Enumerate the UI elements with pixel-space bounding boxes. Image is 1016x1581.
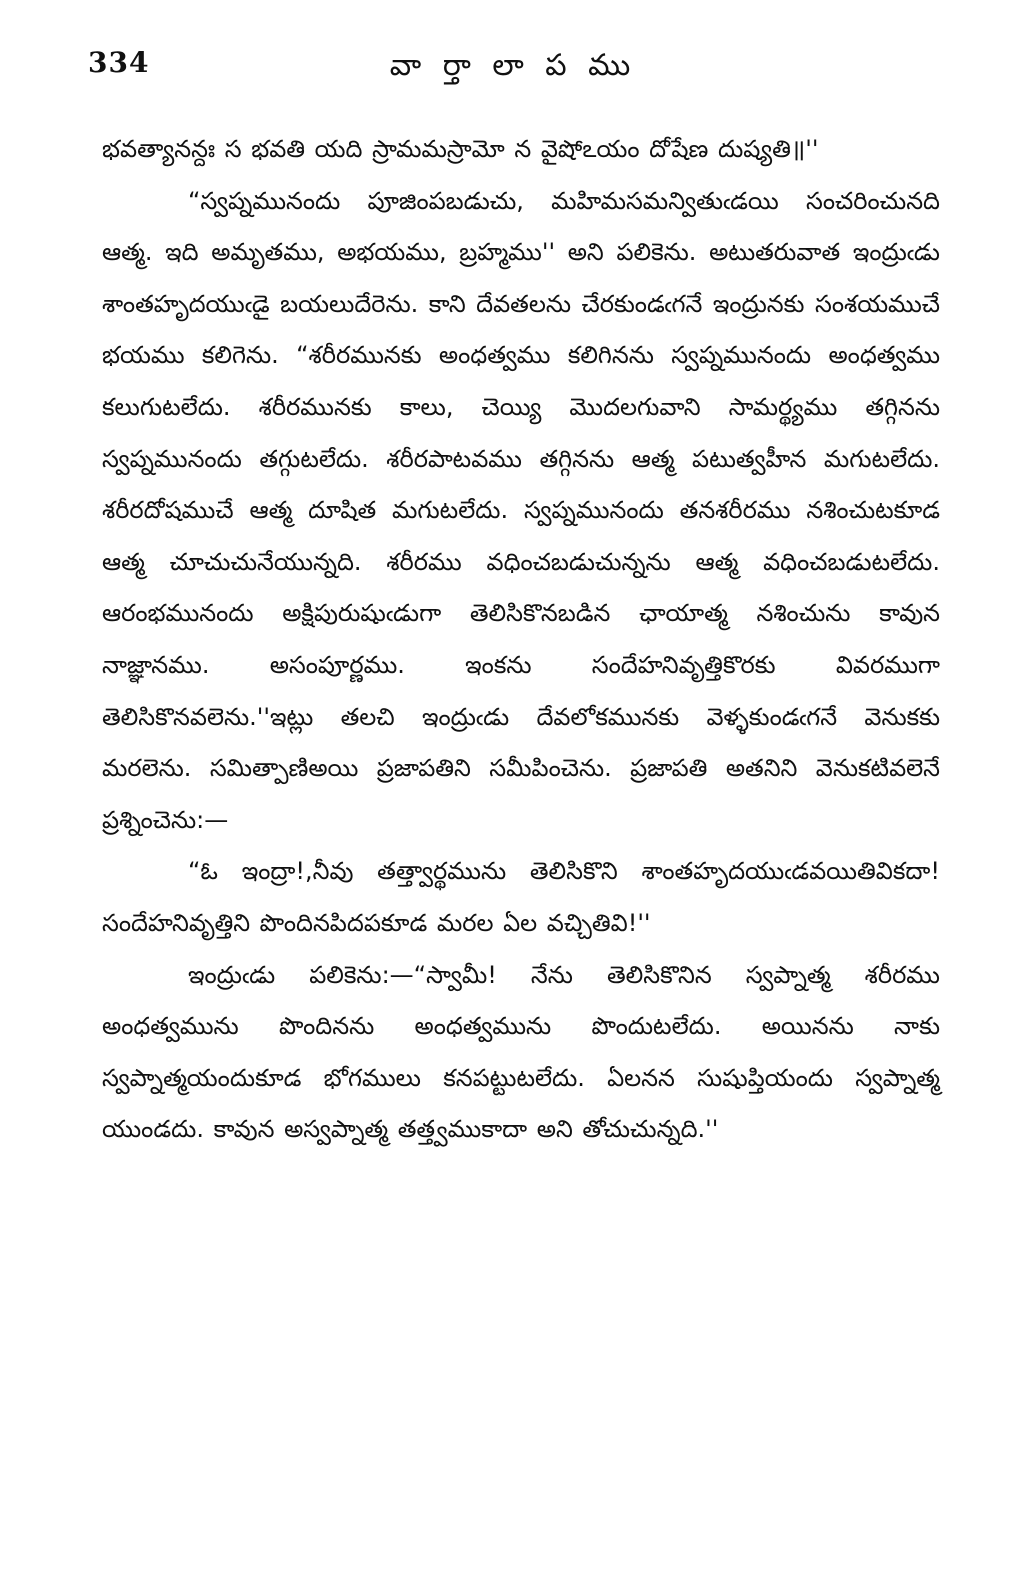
paragraph-indra-reply: ఇంద్రుఁడు పలికెను:—“స్వామీ! నేను తెలిసికొనిన స్వప్నాత్మ శరీరము అంధత్వమును పొందినను అంధత్వమును పొందుటలేదు. అయినను నాకు స్వప్నాత్మయందుకూడ భోగములు కనపట్టుటలేదు. ఏలనన సుషుప్తియందు స్వప్నాత్మ యుండదు. కావున అస్వప్నాత్మ తత్త్వముకాదా అని తోచుచున్నది.'' xyxy=(102,960,940,1144)
page-header xyxy=(88,44,938,94)
page-number: 334 xyxy=(88,46,150,79)
body-text xyxy=(102,124,940,1156)
paragraph-prajapati-answer: “స్వప్నమునందు పూజింపబడుచు, మహిమసమన్వితుఁడయి సంచరించునది ఆత్మ. ఇది అమృతము, అభయము, బ్రహ్మము'' అని పలికెను. అటుతరువాత ఇంద్రుఁడు శాంతహృదయుఁడై బయలుదేరెను. కాని దేవతలను చేరకుండఁగనే ఇంద్రునకు సంశయముచే భయము కలిగెను. “శరీరమునకు అంధత్వము కలిగినను స్వప్నమునందు అంధత్వము కలుగుటలేదు. శరీరమునకు కాలు, చెయ్యి మొదలగువాని సామర్థ్యము తగ్గినను స్వప్నమునందు తగ్గుటలేదు. శరీరపాటవము తగ్గినను ఆత్మ పటుత్వహీన మగుటలేదు. శరీరదోషముచే ఆత్మ దూషిత మగుటలేదు. స్వప్నమునందు తనశరీరము నశించుటకూడ ఆత్మ చూచుచునేయున్నది. శరీరము వధించబడుచున్నను ఆత్మ వధించబడుటలేదు. ఆరంభమునందు అక్షిపురుషుఁడుగా తెలిసికొనబడిన ఛాయాత్మ నశించును కావున నాజ్ఞానము. అసంపూర్ణము. ఇంకను సందేహనివృత్తికొరకు వివరముగా తెలిసికొనవలెను.''ఇట్లు తలచి ఇంద్రుఁడు దేవలోకమునకు వెళ్ళకుండఁగనే వెనుకకు మరలెను. సమిత్పాణిఅయి ప్రజాపతిని సమీపించెను. ప్రజాపతి అతనిని వెనుకటివలెనే ప్రశ్నించెను:— xyxy=(102,186,940,834)
running-title: వా ర్తా లా ప ము xyxy=(389,48,637,83)
paragraph-prajapati-question: “ఓ ఇంద్రా!,నీవు తత్త్వార్థమును తెలిసికొని శాంతహృదయుఁడవయితివికదా! సందేహనివృత్తిని పొందినపిదపకూడ మరల ఏల వచ్చితివి!'' xyxy=(102,857,940,937)
paragraph-sanskrit-quote: భవత్యానన్దః స భవతి యది స్రామమస్రామో న వైషోఽయం దోషేణ దుష్యతి॥'' xyxy=(102,135,819,163)
